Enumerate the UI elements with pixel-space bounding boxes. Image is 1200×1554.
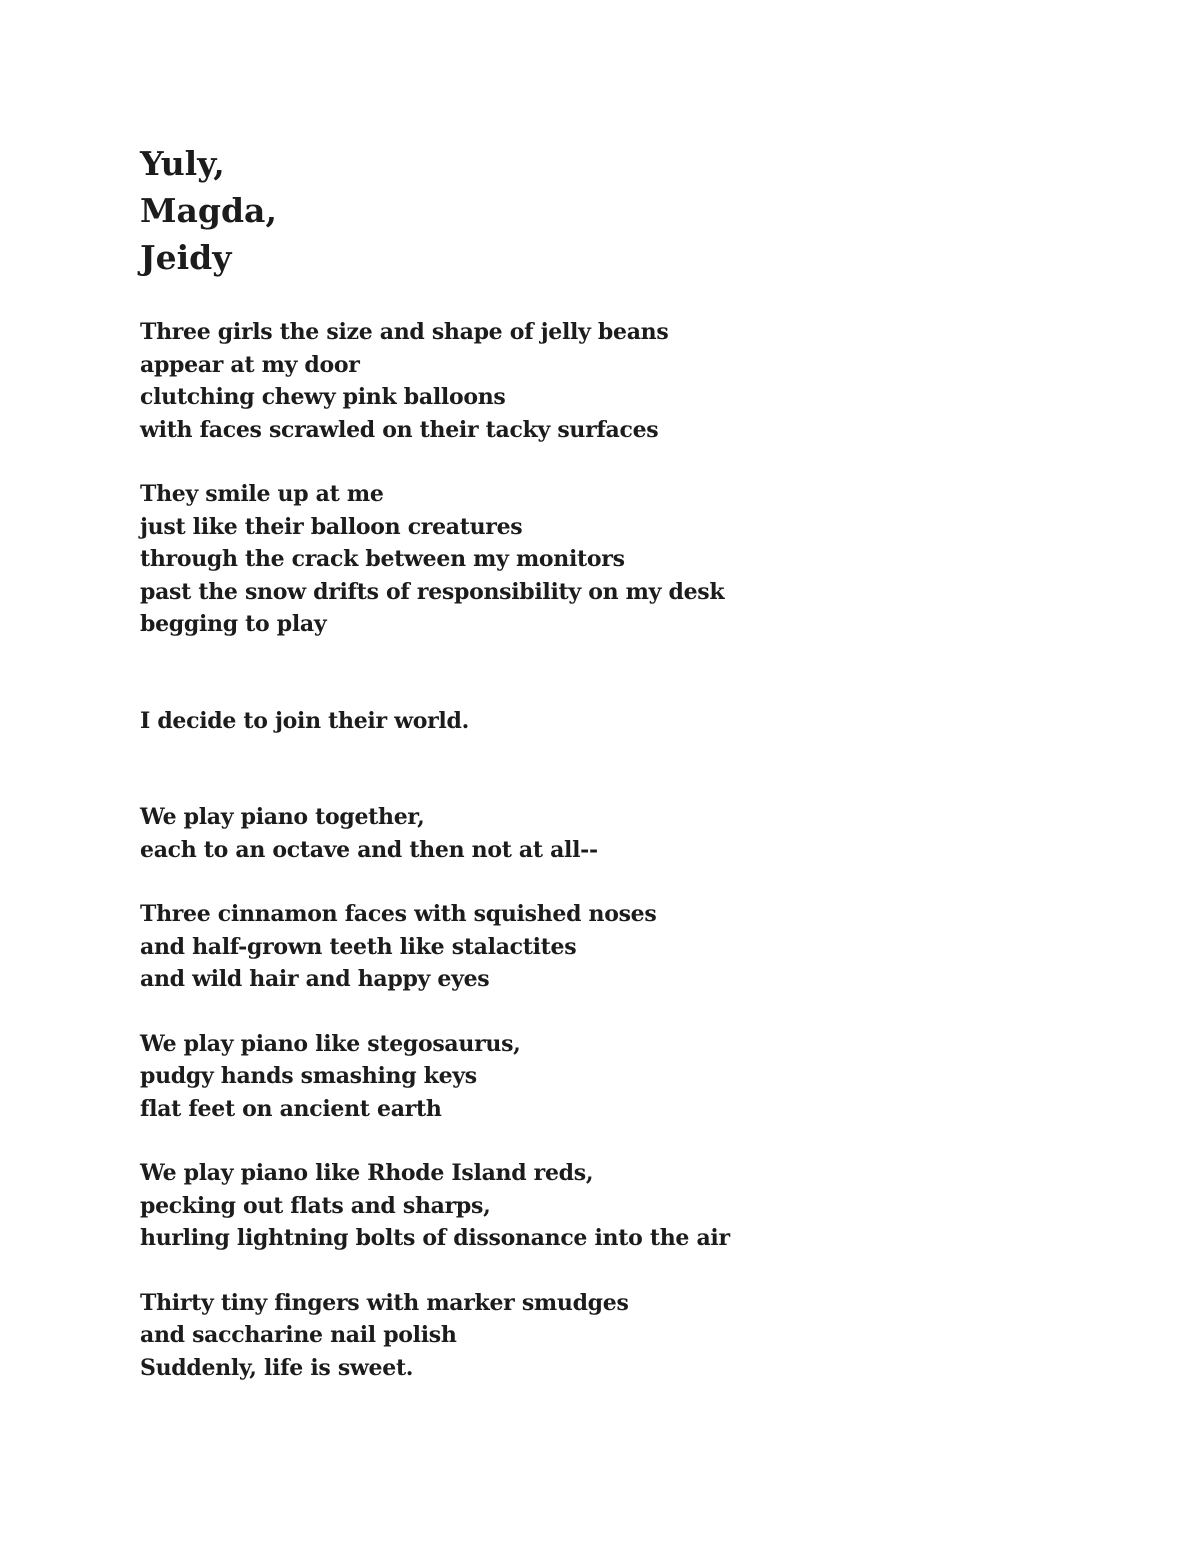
poem-line: hurling lightning bolts of dissonance into the air	[140, 1225, 730, 1251]
stanza-6	[140, 1028, 1100, 1126]
poem-line: They smile up at me	[140, 481, 384, 507]
title-line: Magda,	[140, 191, 277, 230]
stanza-8	[140, 1287, 1100, 1385]
title-line: Yuly,	[140, 144, 225, 183]
poem-line: flat feet on ancient earth	[140, 1095, 442, 1122]
poem-line: Three girls the size and shape of jelly beans	[140, 319, 669, 345]
poem-line: through the crack between my monitors	[140, 546, 625, 572]
poem-line: appear at my door	[140, 351, 360, 378]
poem-line: clutching chewy pink balloons	[140, 384, 506, 410]
stanza-3	[140, 705, 1100, 738]
poem-line: Suddenly, life is sweet.	[140, 1354, 414, 1381]
poem-line: pudgy hands smashing keys	[140, 1063, 477, 1089]
poem-line: just like their balloon creatures	[140, 513, 523, 540]
poem-title	[140, 140, 1100, 281]
title-line: Jeidy	[140, 238, 232, 277]
poem-line: pecking out flats and sharps,	[140, 1192, 491, 1219]
stanza-5	[140, 898, 1100, 996]
poem-line: with faces scrawled on their tacky surfaces	[140, 416, 659, 443]
poem-page	[140, 140, 1100, 1384]
poem-line: and saccharine nail polish	[140, 1322, 457, 1348]
poem-line: past the snow drifts of responsibility on my desk	[140, 578, 725, 605]
stanza-2	[140, 478, 1100, 641]
stanza-7	[140, 1157, 1100, 1255]
poem-line: Thirty tiny fingers with marker smudges	[140, 1289, 629, 1316]
poem-line: We play piano like Rhode Island reds,	[140, 1160, 594, 1186]
stanza-4	[140, 801, 1100, 866]
poem-line: We play piano together,	[140, 804, 425, 830]
poem-line: begging to play	[140, 611, 327, 637]
poem-line: and wild hair and happy eyes	[140, 966, 490, 992]
poem-line: I decide to join their world.	[140, 707, 469, 734]
poem-line: and half-grown teeth like stalactites	[140, 933, 577, 960]
stanza-1	[140, 316, 1100, 446]
poem-line: Three cinnamon faces with squished noses	[140, 901, 657, 927]
poem-line: We play piano like stegosaurus,	[140, 1030, 521, 1057]
poem-line: each to an octave and then not at all--	[140, 836, 598, 863]
